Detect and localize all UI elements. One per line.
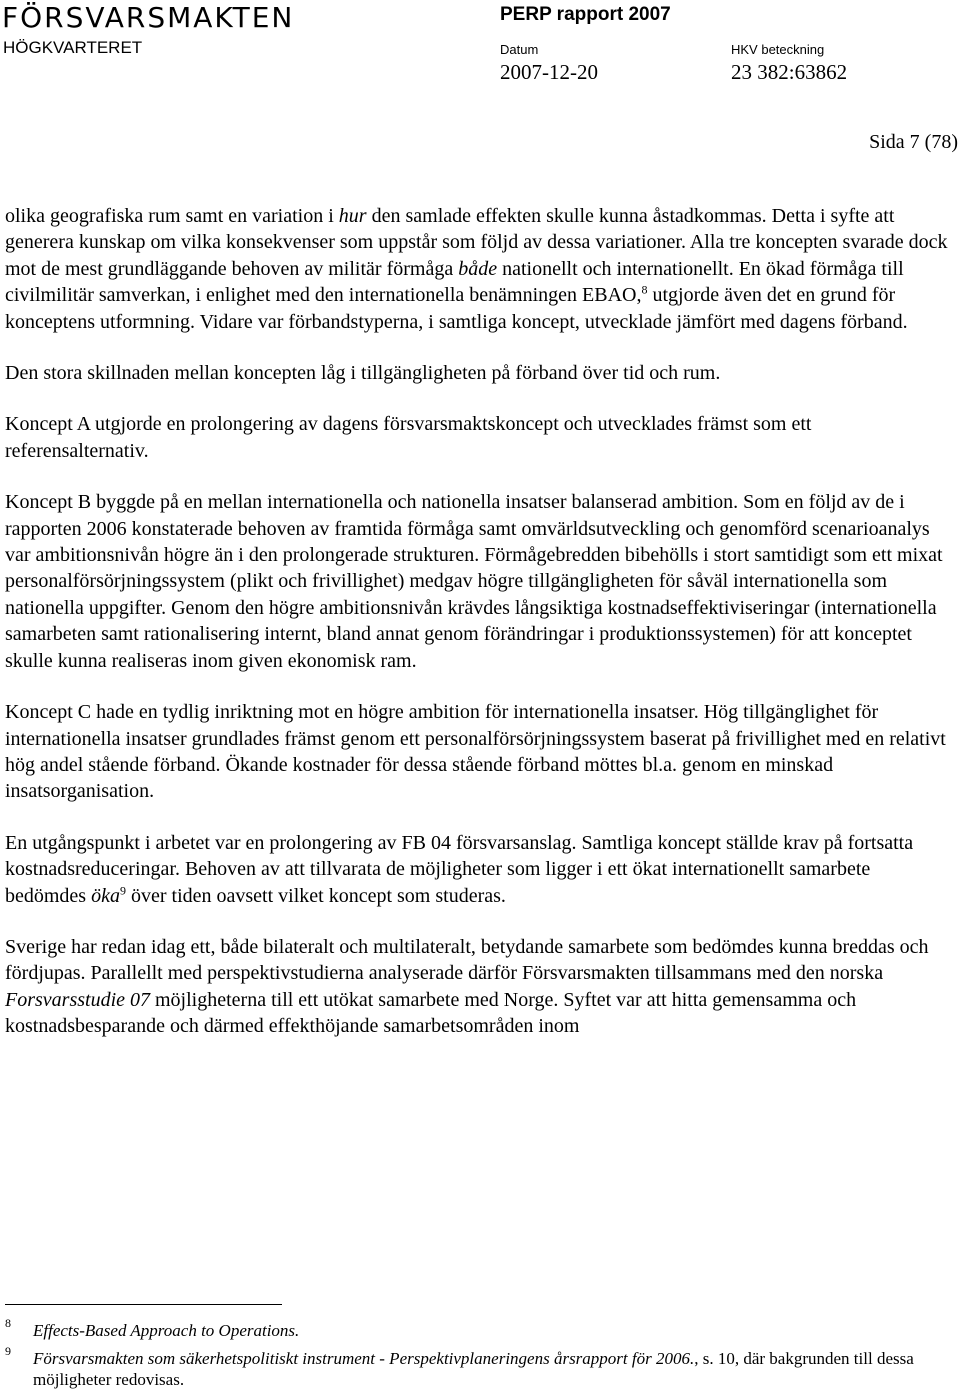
paragraph-7-emphasis: Forsvarsstudie 07 — [5, 988, 150, 1011]
paragraph-1-emphasis-a: hur — [338, 205, 367, 227]
reference-value: 23 382:63862 — [731, 60, 848, 84]
paragraph-7-text-a: Sverige har redan idag ett, både bilateralt och multilateralt, betydande samarbete som bedömdes kunna breddas och fördjupas. Parallellt med perspektivstudierna analyserade därför Försvarsmakten tillsammans med den norska — [5, 935, 929, 985]
paragraph-6-emphasis: öka — [91, 884, 120, 907]
paragraph-7-text-b: möjligheterna till ett utökat samarbete med Norge. Syftet var att hitta gemensamma och kostnadsbesparande och därmed effekthöjande samarbetsområden inom — [5, 988, 857, 1038]
footnote-9 — [5, 1344, 935, 1390]
paragraph-4: Koncept B byggde på en mellan internationella och nationella insatser balanserad ambition. Som en följd av de i rapporten 2006 konstaterade behoven av framtida förmåga samt omvärldsutveckling och genomförd scenarioanalys var ambitionsnivån högre än i den prolongerade strukturen. Förmågebredden bibehölls i stort samtidigt som ett mixat personalförsörjningssystem (plikt och frivillighet) medgav högre tillgängligheten för såväl internationella som nationella uppgifter. Genom den högre ambitionsnivån krävdes långsiktiga kostnadseffektiviseringar (internationella samarbeten samt rationalisering internt, bland annat genom förändringar i produktionssystemen) för att konceptet skulle kunna realiseras inom given ekonomisk ram. — [5, 491, 943, 672]
report-title: PERP rapport 2007 — [500, 4, 671, 25]
page-number: Sida 7 (78) — [869, 131, 958, 153]
footnote-8-text: Effects-Based Approach to Operations. — [33, 1321, 300, 1340]
footnote-8-number: 8 — [5, 1316, 11, 1330]
paragraph-1-text-d: utgjorde även det en grund för konceptens utformning. Vidare var förbandstyperna, i samtliga koncept, utvecklade jämfört med dagens förband. — [5, 284, 908, 333]
paragraph-6-text-b: över tiden oavsett vilket koncept som studeras. — [125, 884, 506, 907]
paragraph-6 — [5, 830, 953, 909]
footnote-8 — [5, 1316, 935, 1341]
paragraph-1-emphasis-b: både — [458, 257, 498, 280]
footnote-9-text: , s. 10, där bakgrunden till dessa möjligheter redovisas. — [33, 1349, 914, 1389]
paragraph-2: Den stora skillnaden mellan koncepten låg i tillgängligheten på förband över tid och rum. — [5, 362, 721, 385]
paragraph-1 — [5, 203, 953, 335]
footnote-9-title: Försvarsmakten som säkerhetspolitiskt instrument - Perspektivplaneringens årsrapport för 2006. — [33, 1349, 695, 1368]
paragraph-6-text-a: En utgångspunkt i arbetet var en prolongering av FB 04 försvarsanslag. Samtliga koncept ställde krav på fortsatta kostnadsreduceringar. Behoven av att tillvarata de möjligheter som ligger i ett ökat internationellt samarbete bedömdes — [5, 831, 914, 907]
reference-label: HKV beteckning — [731, 42, 825, 57]
department-name: HÖGKVARTERET — [3, 38, 143, 57]
paragraph-7 — [5, 934, 953, 1040]
paragraph-3: Koncept A utgjorde en prolongering av dagens försvarsmaktskoncept och utvecklades främst som ett referensalternativ. — [5, 413, 812, 462]
footnote-ref-9: 9 — [119, 882, 126, 897]
footnote-separator — [5, 1304, 282, 1305]
organization-name: FÖRSVARSMAKTEN — [2, 1, 295, 34]
paragraph-5: Koncept C hade en tydlig inriktning mot en högre ambition för internationella insatser. Hög tillgänglighet för internationella insatser grundlades främst genom ett personalförsörjningssystem baserat på frivillighet med en relativt hög andel stående förband. Ökande kostnader för dessa stående förband möttes bl.a. genom en minskad insatsorganisation. — [5, 701, 946, 803]
paragraph-1-text-c: nationellt och internationellt. En ökad förmåga till civilmilitär samverkan, i enlighet med den internationella benämningen EBAO, — [5, 257, 904, 307]
document-body — [5, 203, 953, 1065]
date-label: Datum — [500, 42, 539, 57]
paragraph-1-text-b: den samlade effekten skulle kunna åstadkommas. Detta i syfte att generera kunskap om vilka konsekvenser som uppstår som följd av dessa variationer. Alla tre koncepten svarade dock mot de mest grundläggande behoven av militär förmåga — [5, 205, 948, 280]
footnote-ref-8: 8 — [641, 282, 648, 297]
footnote-9-number: 9 — [5, 1344, 11, 1358]
date-value: 2007-12-20 — [500, 60, 598, 84]
paragraph-1-text-a: olika geografiska rum samt en variation i — [5, 205, 339, 227]
